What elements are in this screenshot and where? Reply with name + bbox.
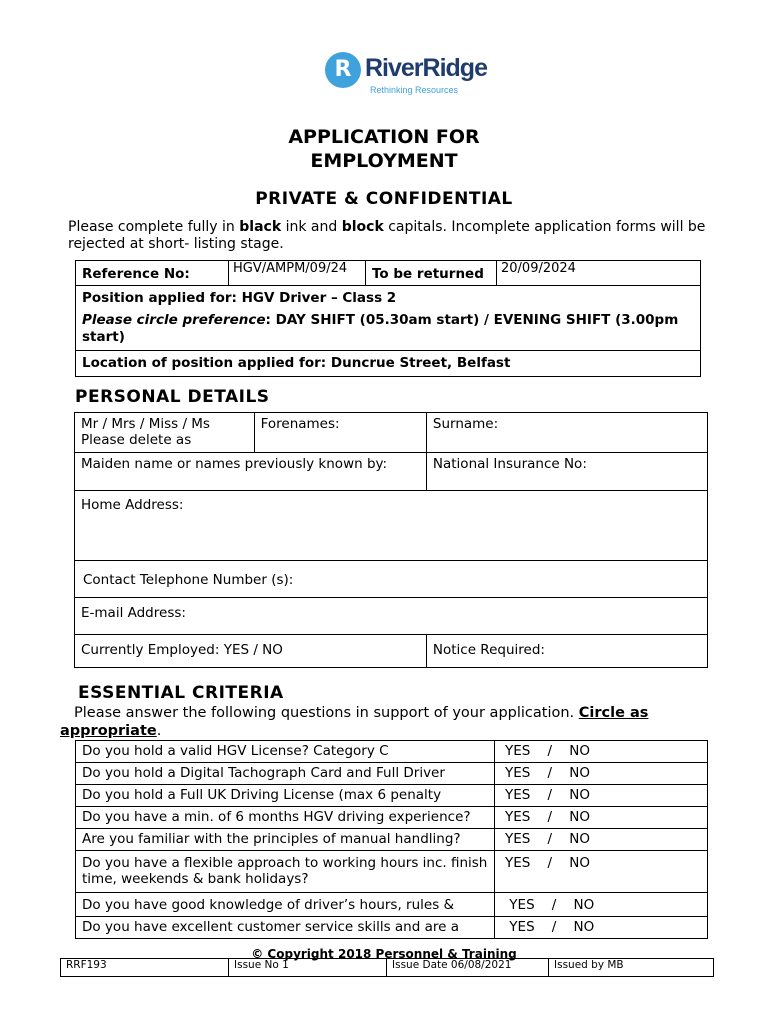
criteria-answer[interactable]: YES / NO bbox=[495, 917, 708, 939]
criteria-question: Do you have a min. of 6 months HGV driving experience? bbox=[76, 807, 495, 829]
notice-required-field[interactable]: Notice Required: bbox=[426, 635, 707, 668]
position-applied: Position applied for: HGV Driver – Class 2 bbox=[82, 290, 397, 306]
criteria-question: Do you hold a valid HGV License? Category C bbox=[76, 741, 495, 763]
confidential-heading: PRIVATE & CONFIDENTIAL bbox=[255, 189, 513, 209]
criteria-answer[interactable]: YES / NO bbox=[495, 785, 708, 807]
copyright-notice: © Copyright 2018 Personnel & Training bbox=[251, 947, 517, 961]
criteria-answer[interactable]: YES / NO bbox=[495, 851, 708, 893]
logo-tagline: Rethinking Resources bbox=[370, 85, 459, 95]
essential-instruction: Please answer the following questions in support of your application. Circle as appropriate. bbox=[60, 705, 649, 739]
return-label: To be returned bbox=[366, 261, 497, 286]
reference-value[interactable]: HGV/AMPM/09/24 bbox=[229, 261, 366, 286]
logo-name: RiverRidge bbox=[365, 54, 487, 82]
reference-label: Reference No: bbox=[76, 261, 229, 286]
form-title-line1: APPLICATION FOR bbox=[288, 126, 480, 148]
location-label: Location of position applied for: Duncrue Street, Belfast bbox=[76, 351, 701, 377]
job-details-table bbox=[75, 260, 701, 377]
criteria-answer[interactable]: YES / NO bbox=[495, 807, 708, 829]
criteria-answer[interactable]: YES / NO bbox=[495, 893, 708, 917]
home-address-field[interactable]: Home Address: bbox=[75, 491, 708, 561]
essential-criteria-heading: ESSENTIAL CRITERIA bbox=[78, 683, 284, 703]
footer-issued-by: Issued by MB bbox=[554, 959, 624, 971]
surname-field[interactable]: Surname: bbox=[426, 413, 707, 453]
criteria-row bbox=[76, 851, 708, 893]
criteria-row bbox=[76, 807, 708, 829]
maiden-name-field[interactable]: Maiden name or names previously known by: bbox=[75, 453, 427, 491]
criteria-question: Do you have good knowledge of driver’s hours, rules & bbox=[76, 893, 495, 917]
personal-details-table bbox=[74, 412, 708, 668]
criteria-question: Do you hold a Full UK Driving License (max 6 penalty bbox=[76, 785, 495, 807]
essential-criteria-table bbox=[75, 740, 708, 939]
footer-form-code: RRF193 bbox=[61, 959, 229, 976]
criteria-answer[interactable]: YES / NO bbox=[495, 763, 708, 785]
intro-instructions: Please complete fully in black ink and block capitals. Incomplete application forms will be rejected at short- listing stage. bbox=[68, 219, 706, 252]
criteria-row bbox=[76, 829, 708, 851]
criteria-row bbox=[76, 763, 708, 785]
criteria-row bbox=[76, 741, 708, 763]
criteria-question: Do you hold a Digital Tachograph Card and Full Driver bbox=[76, 763, 495, 785]
national-insurance-field[interactable]: National Insurance No: bbox=[426, 453, 707, 491]
criteria-question: Are you familiar with the principles of manual handling? bbox=[76, 829, 495, 851]
personal-details-heading: PERSONAL DETAILS bbox=[75, 387, 270, 407]
criteria-answer[interactable]: YES / NO bbox=[495, 829, 708, 851]
company-logo bbox=[325, 50, 495, 100]
criteria-answer[interactable]: YES / NO bbox=[495, 741, 708, 763]
logo-mark-icon: R bbox=[325, 52, 361, 88]
title-cell[interactable]: Mr / Mrs / Miss / Ms Please delete as bbox=[75, 413, 255, 453]
form-title-line2: EMPLOYMENT bbox=[310, 150, 458, 172]
position-cell bbox=[76, 286, 701, 351]
return-date-value[interactable]: 20/09/2024 bbox=[497, 261, 701, 286]
footer-issue-no: Issue No 1 bbox=[229, 959, 387, 976]
criteria-row bbox=[76, 893, 708, 917]
criteria-question: Do you have a flexible approach to working hours inc. finish time, weekends & bank holidays? bbox=[76, 851, 495, 893]
forenames-field[interactable]: Forenames: bbox=[254, 413, 426, 453]
document-footer bbox=[60, 958, 714, 977]
footer-issue-date: Issue Date 06/08/2021 bbox=[387, 959, 549, 976]
criteria-row bbox=[76, 785, 708, 807]
currently-employed-field[interactable]: Currently Employed: YES / NO bbox=[75, 635, 427, 668]
criteria-question: Do you have excellent customer service skills and are a bbox=[76, 917, 495, 939]
email-field[interactable]: E-mail Address: bbox=[75, 598, 708, 635]
criteria-row bbox=[76, 917, 708, 939]
shift-preference[interactable]: Please circle preference: DAY SHIFT (05.30am start) / EVENING SHIFT (3.00pm start) bbox=[82, 312, 679, 345]
telephone-field[interactable]: Contact Telephone Number (s): bbox=[75, 561, 708, 598]
